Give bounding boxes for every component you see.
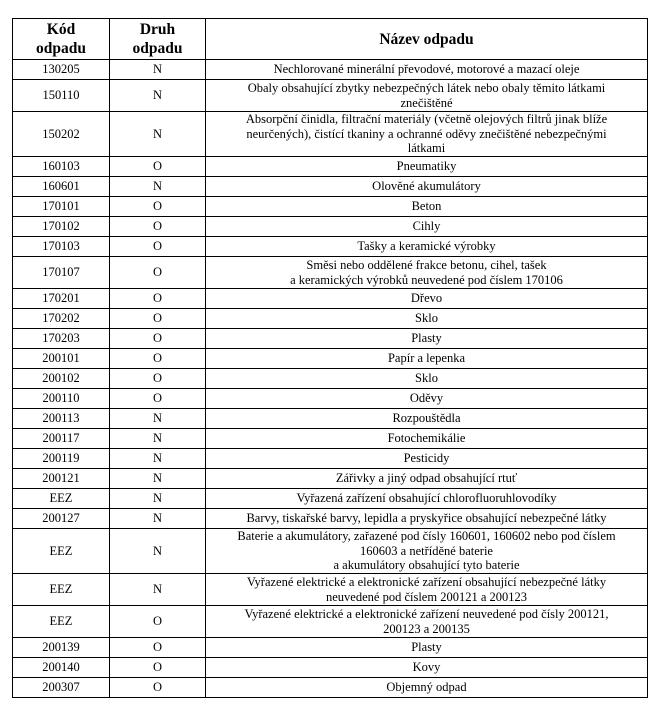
table-row <box>13 469 648 489</box>
cell-kind: N <box>110 449 206 469</box>
cell-name: Směsi nebo oddělené frakce betonu, cihel, tašek a keramických výrobků neuvedené pod číslem 170106 <box>206 257 648 289</box>
table-row <box>13 449 648 469</box>
cell-code: 150110 <box>13 80 110 112</box>
table-row <box>13 112 648 157</box>
table-row <box>13 429 648 449</box>
cell-code: 170203 <box>13 329 110 349</box>
cell-name: Kovy <box>206 658 648 678</box>
cell-kind: O <box>110 606 206 638</box>
cell-code: 200117 <box>13 429 110 449</box>
cell-name: Absorpční činidla, filtrační materiály (včetně olejových filtrů jinak blíže neurčených), čistící tkaniny a ochranné oděvy znečištěné nebezpečnými látkami <box>206 112 648 157</box>
cell-code: EEZ <box>13 529 110 574</box>
table-row <box>13 509 648 529</box>
table-row <box>13 237 648 257</box>
cell-kind: O <box>110 658 206 678</box>
table-row <box>13 289 648 309</box>
cell-name: Olověné akumulátory <box>206 177 648 197</box>
cell-name: Papír a lepenka <box>206 349 648 369</box>
cell-name: Cihly <box>206 217 648 237</box>
cell-kind: O <box>110 389 206 409</box>
table-row <box>13 217 648 237</box>
cell-name: Nechlorované minerální převodové, motorové a mazací oleje <box>206 60 648 80</box>
cell-name: Obaly obsahující zbytky nebezpečných látek nebo obaly těmito látkami znečištěné <box>206 80 648 112</box>
cell-name: Vyřazené elektrické a elektronické zařízení neuvedené pod čísly 200121, 200123 a 200135 <box>206 606 648 638</box>
cell-name: Vyřazené elektrické a elektronické zařízení obsahující nebezpečné látky neuvedené pod číslem 200121 a 200123 <box>206 574 648 606</box>
cell-kind: N <box>110 574 206 606</box>
cell-kind: N <box>110 177 206 197</box>
cell-name: Vyřazená zařízení obsahující chlorofluoruhlovodíky <box>206 489 648 509</box>
table-row <box>13 389 648 409</box>
cell-code: 200110 <box>13 389 110 409</box>
cell-name: Plasty <box>206 329 648 349</box>
cell-kind: O <box>110 289 206 309</box>
cell-name: Sklo <box>206 309 648 329</box>
cell-kind: O <box>110 349 206 369</box>
table-row <box>13 529 648 574</box>
header-kind: Druh odpadu <box>110 19 206 60</box>
waste-table <box>12 18 648 698</box>
cell-name: Sklo <box>206 369 648 389</box>
cell-name: Tašky a keramické výrobky <box>206 237 648 257</box>
cell-kind: O <box>110 157 206 177</box>
cell-kind: N <box>110 489 206 509</box>
cell-name: Pesticidy <box>206 449 648 469</box>
cell-kind: N <box>110 80 206 112</box>
cell-name: Fotochemikálie <box>206 429 648 449</box>
table-row <box>13 329 648 349</box>
table-row <box>13 658 648 678</box>
cell-code: 170201 <box>13 289 110 309</box>
table-row <box>13 60 648 80</box>
cell-name: Pneumatiky <box>206 157 648 177</box>
cell-kind: O <box>110 329 206 349</box>
cell-code: 170103 <box>13 237 110 257</box>
cell-name: Plasty <box>206 638 648 658</box>
cell-kind: O <box>110 197 206 217</box>
cell-code: 200127 <box>13 509 110 529</box>
table-row <box>13 177 648 197</box>
cell-code: 130205 <box>13 60 110 80</box>
table-header-row <box>13 19 648 60</box>
cell-code: 200113 <box>13 409 110 429</box>
cell-kind: O <box>110 309 206 329</box>
cell-code: 200121 <box>13 469 110 489</box>
table-row <box>13 574 648 606</box>
cell-code: 170101 <box>13 197 110 217</box>
cell-name: Oděvy <box>206 389 648 409</box>
cell-kind: N <box>110 509 206 529</box>
cell-name: Beton <box>206 197 648 217</box>
cell-name: Rozpouštědla <box>206 409 648 429</box>
cell-code: 200139 <box>13 638 110 658</box>
cell-kind: N <box>110 529 206 574</box>
cell-kind: O <box>110 638 206 658</box>
cell-code: 200119 <box>13 449 110 469</box>
header-code: Kód odpadu <box>13 19 110 60</box>
table-row <box>13 157 648 177</box>
cell-code: 170102 <box>13 217 110 237</box>
cell-kind: O <box>110 257 206 289</box>
cell-name: Zářivky a jiný odpad obsahující rtuť <box>206 469 648 489</box>
cell-code: 150202 <box>13 112 110 157</box>
cell-code: 200101 <box>13 349 110 369</box>
cell-code: 200102 <box>13 369 110 389</box>
table-row <box>13 197 648 217</box>
table-row <box>13 309 648 329</box>
cell-kind: O <box>110 369 206 389</box>
table-row <box>13 80 648 112</box>
cell-name: Objemný odpad <box>206 678 648 698</box>
cell-kind: N <box>110 60 206 80</box>
table-row <box>13 638 648 658</box>
table-row <box>13 606 648 638</box>
table-row <box>13 257 648 289</box>
cell-kind: O <box>110 678 206 698</box>
cell-code: 160103 <box>13 157 110 177</box>
cell-code: 200140 <box>13 658 110 678</box>
table-row <box>13 489 648 509</box>
cell-kind: N <box>110 409 206 429</box>
cell-kind: O <box>110 217 206 237</box>
cell-kind: N <box>110 469 206 489</box>
cell-kind: N <box>110 429 206 449</box>
cell-code: EEZ <box>13 606 110 638</box>
cell-kind: O <box>110 237 206 257</box>
cell-name: Dřevo <box>206 289 648 309</box>
header-name: Název odpadu <box>206 19 648 60</box>
cell-code: EEZ <box>13 489 110 509</box>
cell-name: Barvy, tiskařské barvy, lepidla a pryskyřice obsahující nebezpečné látky <box>206 509 648 529</box>
table-row <box>13 349 648 369</box>
cell-code: 200307 <box>13 678 110 698</box>
cell-kind: N <box>110 112 206 157</box>
table-row <box>13 409 648 429</box>
table-row <box>13 678 648 698</box>
cell-code: 170202 <box>13 309 110 329</box>
table-row <box>13 369 648 389</box>
cell-code: 170107 <box>13 257 110 289</box>
cell-code: EEZ <box>13 574 110 606</box>
waste-table-container <box>12 18 647 698</box>
cell-code: 160601 <box>13 177 110 197</box>
cell-name: Baterie a akumulátory, zařazené pod čísly 160601, 160602 nebo pod číslem 160603 a netříděné baterie a akumulátory obsahující tyto baterie <box>206 529 648 574</box>
